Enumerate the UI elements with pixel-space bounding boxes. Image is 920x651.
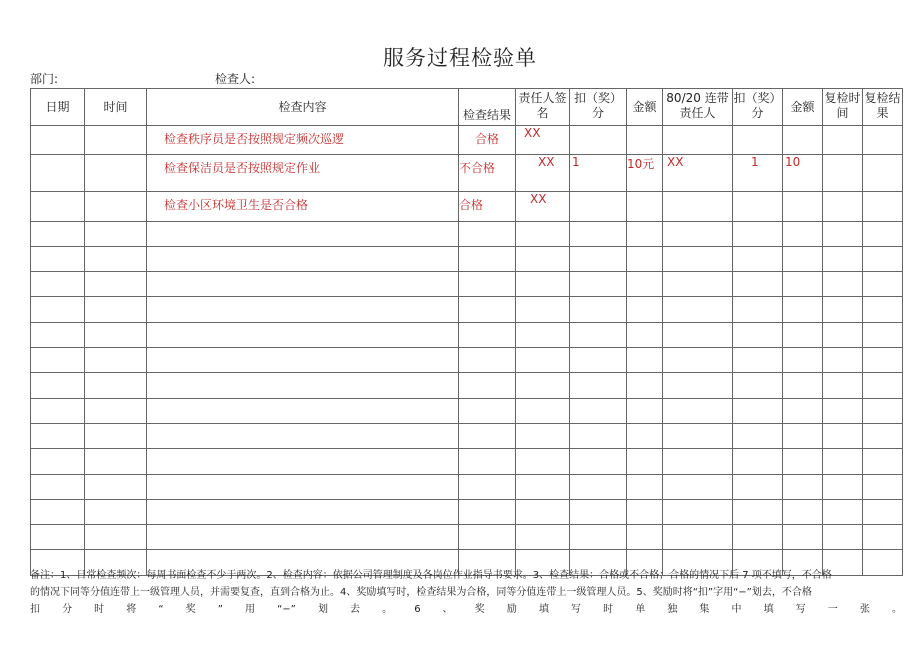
empty-cell[interactable] — [783, 398, 823, 423]
empty-cell[interactable] — [863, 348, 903, 373]
empty-cell[interactable] — [147, 246, 459, 271]
empty-cell[interactable] — [733, 449, 783, 474]
cell-date[interactable] — [31, 155, 85, 192]
empty-cell[interactable] — [459, 423, 516, 448]
empty-cell[interactable] — [570, 272, 627, 297]
cell-recheck-result[interactable] — [863, 126, 903, 155]
empty-cell[interactable] — [85, 525, 147, 550]
cell-amount: 10元 — [627, 155, 663, 192]
empty-cell[interactable] — [31, 221, 85, 246]
cell-result: 不合格 — [459, 155, 516, 192]
empty-cell[interactable] — [459, 348, 516, 373]
cell-amount-2 — [783, 192, 823, 221]
cell-date[interactable] — [31, 126, 85, 155]
header-row — [31, 89, 903, 126]
empty-cell[interactable] — [823, 499, 863, 524]
empty-cell[interactable] — [85, 221, 147, 246]
cell-joint — [663, 192, 733, 221]
empty-cell[interactable] — [627, 373, 663, 398]
empty-cell[interactable] — [627, 449, 663, 474]
empty-cell[interactable] — [627, 221, 663, 246]
empty-cell[interactable] — [783, 449, 823, 474]
empty-cell[interactable] — [147, 449, 459, 474]
empty-cell[interactable] — [570, 322, 627, 347]
empty-cell[interactable] — [31, 474, 85, 499]
empty-cell[interactable] — [663, 297, 733, 322]
form-title: 服务过程检验单 — [383, 46, 537, 70]
empty-cell[interactable] — [570, 246, 627, 271]
empty-cell[interactable] — [85, 348, 147, 373]
col-time: 时间 — [85, 89, 147, 126]
empty-cell[interactable] — [733, 499, 783, 524]
empty-cell[interactable] — [663, 322, 733, 347]
empty-table-row — [31, 423, 903, 448]
empty-cell[interactable] — [663, 423, 733, 448]
empty-cell[interactable] — [733, 348, 783, 373]
cell-amount-2: 10 — [783, 155, 823, 192]
empty-cell[interactable] — [31, 322, 85, 347]
empty-cell[interactable] — [733, 474, 783, 499]
empty-cell[interactable] — [31, 525, 85, 550]
cell-amount — [627, 192, 663, 221]
col-amount-2: 金额 — [783, 89, 823, 126]
empty-cell[interactable] — [31, 272, 85, 297]
empty-cell[interactable] — [570, 373, 627, 398]
empty-cell[interactable] — [863, 297, 903, 322]
empty-cell[interactable] — [31, 246, 85, 271]
col-result: 检查结果 — [459, 89, 516, 126]
empty-cell[interactable] — [823, 246, 863, 271]
empty-table-row — [31, 272, 903, 297]
cell-joint — [663, 126, 733, 155]
empty-cell[interactable] — [147, 423, 459, 448]
empty-cell[interactable] — [733, 525, 783, 550]
empty-cell[interactable] — [570, 474, 627, 499]
empty-cell[interactable] — [863, 272, 903, 297]
empty-table-row — [31, 373, 903, 398]
empty-table-row — [31, 449, 903, 474]
empty-cell[interactable] — [459, 272, 516, 297]
cell-deduct-2 — [733, 192, 783, 221]
cell-deduct — [570, 192, 627, 221]
empty-cell[interactable] — [733, 398, 783, 423]
empty-cell[interactable] — [459, 373, 516, 398]
empty-cell[interactable] — [516, 398, 570, 423]
empty-cell[interactable] — [85, 272, 147, 297]
empty-cell[interactable] — [627, 474, 663, 499]
empty-cell[interactable] — [516, 373, 570, 398]
empty-cell[interactable] — [570, 398, 627, 423]
empty-cell[interactable] — [516, 449, 570, 474]
empty-cell[interactable] — [627, 499, 663, 524]
empty-cell[interactable] — [85, 246, 147, 271]
empty-cell[interactable] — [516, 297, 570, 322]
cell-deduct — [570, 126, 627, 155]
empty-cell[interactable] — [663, 373, 733, 398]
empty-cell[interactable] — [627, 246, 663, 271]
empty-table-row — [31, 246, 903, 271]
empty-cell[interactable] — [85, 373, 147, 398]
notes — [30, 567, 902, 618]
empty-table-row — [31, 221, 903, 246]
empty-cell[interactable] — [663, 272, 733, 297]
empty-cell[interactable] — [823, 373, 863, 398]
empty-cell[interactable] — [147, 272, 459, 297]
empty-cell[interactable] — [863, 423, 903, 448]
empty-cell[interactable] — [663, 221, 733, 246]
empty-cell[interactable] — [733, 322, 783, 347]
notes-line-1: 备注：1、日常检查频次：每周书面检查不少于两次。2、检查内容：依据公司管理制度及各岗位作业指导书要求。3、检查结果：合格或不合格；合格的情况下后 7 项不填写，不合格 — [30, 570, 832, 581]
empty-cell[interactable] — [459, 297, 516, 322]
department-label: 部门: — [30, 72, 59, 86]
cell-sign: XX — [516, 192, 570, 221]
empty-cell[interactable] — [663, 474, 733, 499]
col-deduct-reward: 扣（奖）分 — [570, 89, 627, 126]
empty-cell[interactable] — [516, 322, 570, 347]
empty-cell[interactable] — [31, 348, 85, 373]
empty-cell[interactable] — [627, 297, 663, 322]
empty-cell[interactable] — [85, 398, 147, 423]
empty-cell[interactable] — [459, 499, 516, 524]
notes-line-2: 的情况下同等分值连带上一级管理人员，并需要复查，直到合格为止。4、奖励填写时，检查结果为合格，同等分值连带上一级管理人员。5、奖励时将“扣”字用“−”划去，不合格 — [30, 587, 812, 598]
cell-sign: XX — [516, 155, 570, 192]
empty-cell[interactable] — [733, 272, 783, 297]
empty-cell[interactable] — [85, 499, 147, 524]
empty-cell[interactable] — [459, 322, 516, 347]
empty-table-row — [31, 348, 903, 373]
empty-cell[interactable] — [459, 525, 516, 550]
empty-cell[interactable] — [147, 525, 459, 550]
empty-cell[interactable] — [459, 398, 516, 423]
cell-recheck-time[interactable] — [823, 192, 863, 221]
cell-content: 检查秩序员是否按照规定频次巡逻 — [147, 126, 459, 155]
empty-cell[interactable] — [863, 474, 903, 499]
empty-cell[interactable] — [516, 221, 570, 246]
empty-cell[interactable] — [823, 297, 863, 322]
empty-cell[interactable] — [783, 246, 823, 271]
empty-cell[interactable] — [31, 423, 85, 448]
empty-cell[interactable] — [863, 221, 903, 246]
empty-table-row — [31, 297, 903, 322]
empty-cell[interactable] — [733, 373, 783, 398]
empty-cell[interactable] — [627, 272, 663, 297]
empty-cell[interactable] — [31, 373, 85, 398]
empty-cell[interactable] — [516, 525, 570, 550]
empty-cell[interactable] — [783, 423, 823, 448]
cell-time[interactable] — [85, 126, 147, 155]
empty-cell[interactable] — [516, 423, 570, 448]
empty-cell[interactable] — [85, 322, 147, 347]
empty-cell[interactable] — [570, 348, 627, 373]
empty-cell[interactable] — [783, 474, 823, 499]
empty-cell[interactable] — [627, 322, 663, 347]
cell-joint: XX — [663, 155, 733, 192]
table-row — [31, 155, 903, 192]
empty-cell[interactable] — [147, 221, 459, 246]
empty-table-row — [31, 525, 903, 550]
empty-cell[interactable] — [733, 297, 783, 322]
empty-cell[interactable] — [147, 373, 459, 398]
empty-cell[interactable] — [783, 322, 823, 347]
empty-cell[interactable] — [863, 449, 903, 474]
cell-deduct: 1 — [570, 155, 627, 192]
empty-cell[interactable] — [570, 525, 627, 550]
empty-cell[interactable] — [783, 297, 823, 322]
empty-cell[interactable] — [147, 297, 459, 322]
empty-cell[interactable] — [570, 221, 627, 246]
empty-cell[interactable] — [863, 246, 903, 271]
inspector-label: 检查人: — [215, 72, 256, 86]
cell-deduct-2: 1 — [733, 155, 783, 192]
empty-cell[interactable] — [459, 246, 516, 271]
cell-amount — [627, 126, 663, 155]
cell-recheck-time[interactable] — [823, 155, 863, 192]
col-date: 日期 — [31, 89, 85, 126]
cell-amount-2 — [783, 126, 823, 155]
cell-content: 检查保洁员是否按照规定作业 — [147, 155, 459, 192]
table-row — [31, 126, 903, 155]
empty-cell[interactable] — [863, 499, 903, 524]
empty-cell[interactable] — [663, 398, 733, 423]
empty-cell[interactable] — [823, 525, 863, 550]
empty-cell[interactable] — [733, 246, 783, 271]
empty-cell[interactable] — [147, 348, 459, 373]
col-amount: 金额 — [627, 89, 663, 126]
empty-cell[interactable] — [85, 449, 147, 474]
cell-result: 合格 — [459, 126, 516, 155]
empty-cell[interactable] — [516, 272, 570, 297]
empty-cell[interactable] — [863, 373, 903, 398]
empty-cell[interactable] — [823, 272, 863, 297]
empty-cell[interactable] — [823, 348, 863, 373]
empty-cell[interactable] — [147, 398, 459, 423]
empty-cell[interactable] — [147, 474, 459, 499]
empty-cell[interactable] — [863, 525, 903, 550]
empty-cell[interactable] — [733, 423, 783, 448]
empty-cell[interactable] — [783, 499, 823, 524]
empty-cell[interactable] — [627, 398, 663, 423]
empty-cell[interactable] — [823, 423, 863, 448]
notes-line-3: 扣分时将“奖”用“−”划去。6、奖励填写时单独集中填写一张。 — [30, 604, 902, 615]
empty-cell[interactable] — [570, 499, 627, 524]
empty-cell[interactable] — [783, 272, 823, 297]
empty-cell[interactable] — [85, 474, 147, 499]
empty-cell[interactable] — [783, 221, 823, 246]
cell-content: 检查小区环境卫生是否合格 — [147, 192, 459, 221]
empty-cell[interactable] — [663, 449, 733, 474]
empty-cell[interactable] — [31, 449, 85, 474]
empty-cell[interactable] — [663, 246, 733, 271]
empty-cell[interactable] — [663, 525, 733, 550]
empty-cell[interactable] — [863, 398, 903, 423]
empty-cell[interactable] — [459, 221, 516, 246]
empty-cell[interactable] — [85, 423, 147, 448]
empty-table-row — [31, 499, 903, 524]
cell-date[interactable] — [31, 192, 85, 221]
empty-cell[interactable] — [147, 499, 459, 524]
empty-cell[interactable] — [783, 373, 823, 398]
table-row — [31, 192, 903, 221]
empty-cell[interactable] — [31, 297, 85, 322]
cell-sign: XX — [516, 126, 570, 155]
empty-cell[interactable] — [823, 474, 863, 499]
cell-result: 合格 — [459, 192, 516, 221]
empty-cell[interactable] — [570, 449, 627, 474]
empty-cell[interactable] — [663, 348, 733, 373]
empty-cell[interactable] — [627, 525, 663, 550]
col-joint-responsible: 80/20 连带责任人 — [663, 89, 733, 126]
empty-table-row — [31, 474, 903, 499]
empty-cell[interactable] — [663, 499, 733, 524]
cell-recheck-time[interactable] — [823, 126, 863, 155]
cell-time[interactable] — [85, 155, 147, 192]
empty-cell[interactable] — [85, 297, 147, 322]
empty-cell[interactable] — [863, 322, 903, 347]
empty-cell[interactable] — [627, 348, 663, 373]
empty-cell[interactable] — [823, 449, 863, 474]
empty-cell[interactable] — [823, 221, 863, 246]
empty-cell[interactable] — [516, 499, 570, 524]
empty-cell[interactable] — [627, 423, 663, 448]
inspection-table — [30, 88, 903, 576]
cell-time[interactable] — [85, 192, 147, 221]
empty-cell[interactable] — [31, 398, 85, 423]
empty-cell[interactable] — [783, 348, 823, 373]
empty-table-row — [31, 322, 903, 347]
cell-deduct-2 — [733, 126, 783, 155]
col-deduct-reward-2: 扣（奖）分 — [733, 89, 783, 126]
empty-cell[interactable] — [31, 499, 85, 524]
empty-cell[interactable] — [516, 348, 570, 373]
empty-table-row — [31, 398, 903, 423]
col-recheck-time: 复检时间 — [823, 89, 863, 126]
empty-cell[interactable] — [147, 322, 459, 347]
empty-cell[interactable] — [516, 246, 570, 271]
empty-cell[interactable] — [570, 297, 627, 322]
empty-cell[interactable] — [459, 449, 516, 474]
col-responsible-sign: 责任人签名 — [516, 89, 570, 126]
empty-cell[interactable] — [783, 525, 823, 550]
empty-cell[interactable] — [516, 474, 570, 499]
cell-recheck-result[interactable] — [863, 192, 903, 221]
empty-cell[interactable] — [570, 423, 627, 448]
empty-cell[interactable] — [733, 221, 783, 246]
empty-cell[interactable] — [823, 398, 863, 423]
cell-recheck-result[interactable] — [863, 155, 903, 192]
col-content: 检查内容 — [147, 89, 459, 126]
col-recheck-result: 复检结果 — [863, 89, 903, 126]
empty-cell[interactable] — [823, 322, 863, 347]
empty-cell[interactable] — [459, 474, 516, 499]
